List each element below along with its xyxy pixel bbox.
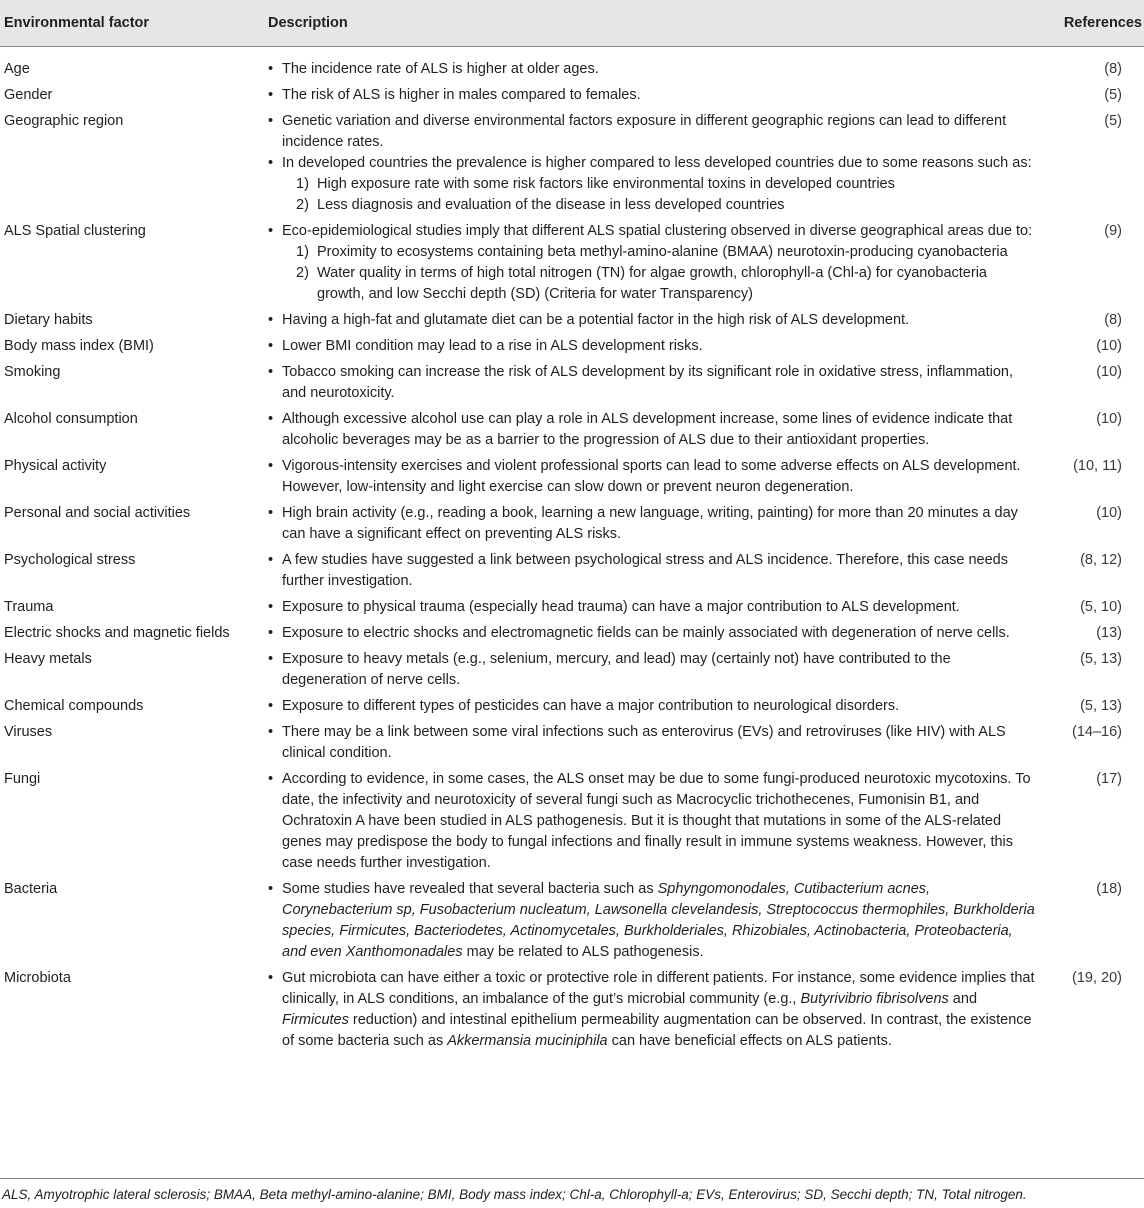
table-row (0, 649, 1144, 696)
description-text: There may be a link between some viral infections such as enterovirus (EVs) and retroviruses (like HIV) with ALS clinical condition. (282, 724, 1006, 761)
references-cell: (5, 10) (1080, 599, 1122, 615)
table-body (0, 47, 1144, 1058)
description-text: The risk of ALS is higher in males compared to females. (282, 87, 641, 103)
description-bullet-list (268, 623, 1035, 644)
description-bullet-list (268, 409, 1035, 451)
table-header (0, 0, 1144, 47)
description-bullet-list (268, 597, 1035, 618)
description-bullet-list (268, 769, 1035, 874)
environmental-factor-cell: Psychological stress (4, 552, 136, 568)
description-bullet (268, 362, 1035, 404)
description-bullet-list (268, 85, 1035, 106)
sub-item-number: 2) (296, 197, 309, 213)
description-bullet-list (268, 696, 1035, 717)
description-bullet (268, 221, 1035, 305)
description-bullet (268, 310, 1035, 331)
italic-organism-name: Butyrivibrio fibrisolvens (800, 991, 949, 1007)
description-bullet (268, 85, 1035, 106)
description-cell (264, 503, 1039, 550)
description-bullet-list (268, 221, 1035, 305)
description-text: According to evidence, in some cases, the ALS onset may be due to some fungi-produced neurotoxic mycotoxins. To date, the infectivity and neurotoxicity of several fungi such as Macrocyclic trichothecenes, Fumonisin B1, and Ochratoxin A have been studied in ALS pathogenesis. But it is thought that mutations in some of the ALS-related genes may predispose the body to fungal infections and finally result in immune systems weakness. However, this case needs further investigation. (282, 771, 1031, 871)
table-row (0, 47, 1144, 86)
header-description: Description (264, 0, 1039, 47)
description-bullet-list (268, 503, 1035, 545)
environmental-factor-cell: Fungi (4, 771, 41, 787)
table-row (0, 550, 1144, 597)
italic-organism-name: Firmicutes (282, 1012, 349, 1028)
environmental-factor-cell: Personal and social activities (4, 505, 191, 521)
references-cell: (5, 13) (1080, 698, 1122, 714)
environmental-factor-cell: Gender (4, 87, 53, 103)
table-row (0, 456, 1144, 503)
table-row (0, 362, 1144, 409)
environmental-factor-cell: Body mass index (BMI) (4, 338, 154, 354)
numbered-sub-item (296, 263, 1035, 305)
description-cell (264, 722, 1039, 769)
description-cell (264, 409, 1039, 456)
environmental-factor-cell: Chemical compounds (4, 698, 144, 714)
sub-item-number: 1) (296, 244, 309, 260)
description-text: and (948, 991, 978, 1007)
references-cell: (10) (1096, 338, 1122, 354)
description-bullet (268, 696, 1035, 717)
description-text: Lower BMI condition may lead to a rise in ALS development risks. (282, 338, 703, 354)
description-cell (264, 111, 1039, 221)
description-bullet (268, 769, 1035, 874)
sub-item-text: High exposure rate with some risk factors like environmental toxins in developed countries (317, 176, 895, 192)
description-bullet-list (268, 456, 1035, 498)
header-references: References (1039, 0, 1144, 47)
description-bullet (268, 597, 1035, 618)
italic-organism-name: Akkermansia muciniphila (447, 1033, 608, 1049)
table-row (0, 722, 1144, 769)
sub-item-number: 1) (296, 176, 309, 192)
footer-divider (0, 1178, 1144, 1179)
sub-item-text: Less diagnosis and evaluation of the disease in less developed countries (317, 197, 785, 213)
environmental-factor-cell: Heavy metals (4, 651, 92, 667)
description-bullet (268, 456, 1035, 498)
description-bullet (268, 409, 1035, 451)
table-row (0, 623, 1144, 649)
table-row (0, 409, 1144, 456)
description-text: Exposure to heavy metals (e.g., selenium, mercury, and lead) may (certainly not) have contributed to the degeneration of nerve cells. (282, 651, 951, 688)
numbered-sub-list (282, 174, 1035, 216)
description-cell (264, 221, 1039, 310)
sub-item-text: Water quality in terms of high total nitrogen (TN) for algae growth, chlorophyll-a (Chl-a) for cyanobacteria growth, and low Secchi depth (SD) (Criteria for water Transparency) (317, 265, 987, 302)
description-text: Exposure to physical trauma (especially head trauma) can have a major contribution to ALS development. (282, 599, 960, 615)
description-bullet (268, 623, 1035, 644)
table-row (0, 336, 1144, 362)
description-bullet (268, 550, 1035, 592)
description-text: Genetic variation and diverse environmental factors exposure in different geographic regions can lead to different incidence rates. (282, 113, 1007, 150)
references-cell: (14–16) (1072, 724, 1122, 740)
description-bullet (268, 336, 1035, 357)
description-bullet-list (268, 649, 1035, 691)
references-cell: (10) (1096, 364, 1122, 380)
environmental-factor-cell: ALS Spatial clustering (4, 223, 146, 239)
table-row (0, 696, 1144, 722)
table-row (0, 769, 1144, 879)
references-cell: (8) (1104, 312, 1122, 328)
description-bullet-list (268, 362, 1035, 404)
references-cell: (13) (1096, 625, 1122, 641)
description-text: can have beneficial effects on ALS patients. (607, 1033, 892, 1049)
description-cell (264, 879, 1039, 968)
numbered-sub-list (282, 242, 1035, 305)
header-row (0, 0, 1144, 47)
description-text: A few studies have suggested a link between psychological stress and ALS incidence. Therefore, this case needs further investigation. (282, 552, 1008, 589)
description-cell (264, 362, 1039, 409)
numbered-sub-item (296, 195, 1035, 216)
description-bullet-list (268, 336, 1035, 357)
sub-item-text: Proximity to ecosystems containing beta methyl-amino-alanine (BMAA) neurotoxin-producing cyanobacteria (317, 244, 1008, 260)
references-cell: (5) (1104, 113, 1122, 129)
references-cell: (18) (1096, 881, 1122, 897)
description-cell (264, 623, 1039, 649)
table-row (0, 597, 1144, 623)
italic-organism-name: Sphyngomonodales, Cutibacterium acnes, Corynebacterium sp, Fusobacterium nucleatum, Lawsonella clevelandesis, Streptococcus thermophiles, Burkholderia species, Firmicutes, Bacteriodetes, Actinomycetales, Burkholderiales, Rhizobiales, Actinobacteria, Proteobacteria, and even Xanthomonadales (282, 881, 1035, 960)
description-cell (264, 597, 1039, 623)
environmental-factor-cell: Electric shocks and magnetic fields (4, 625, 230, 641)
description-cell (264, 47, 1039, 86)
table-row (0, 221, 1144, 310)
description-cell (264, 310, 1039, 336)
description-cell (264, 336, 1039, 362)
references-cell: (10, 11) (1073, 458, 1122, 474)
references-cell: (19, 20) (1072, 970, 1122, 986)
environmental-factor-cell: Bacteria (4, 881, 58, 897)
references-cell: (10) (1096, 505, 1122, 521)
description-text: Gut microbiota can have either a toxic or protective role in different patients. For instance, some evidence implies that clinically, in ALS conditions, an imbalance of the gut’s microbial community (e.g., (282, 970, 1035, 1007)
references-cell: (10) (1096, 411, 1122, 427)
environmental-factor-cell: Alcohol consumption (4, 411, 138, 427)
description-bullet-list (268, 111, 1035, 216)
references-cell: (5) (1104, 87, 1122, 103)
description-cell (264, 649, 1039, 696)
description-text: Some studies have revealed that several bacteria such as (282, 881, 658, 897)
environmental-factor-cell: Physical activity (4, 458, 107, 474)
description-cell (264, 968, 1039, 1057)
description-text: Having a high-fat and glutamate diet can be a potential factor in the high risk of ALS development. (282, 312, 910, 328)
environmental-factor-cell: Trauma (4, 599, 54, 615)
table-row (0, 968, 1144, 1057)
references-cell: (5, 13) (1080, 651, 1122, 667)
description-bullet (268, 649, 1035, 691)
description-bullet-list (268, 550, 1035, 592)
description-bullet (268, 968, 1035, 1052)
environmental-factor-cell: Age (4, 61, 30, 77)
description-bullet-list (268, 879, 1035, 963)
environmental-factor-cell: Dietary habits (4, 312, 93, 328)
references-cell: (9) (1104, 223, 1122, 239)
table-row (0, 310, 1144, 336)
header-environmental-factor: Environmental factor (0, 0, 264, 47)
description-text: Exposure to different types of pesticides can have a major contribution to neurological disorders. (282, 698, 900, 714)
environmental-factor-cell: Smoking (4, 364, 61, 380)
description-text: High brain activity (e.g., reading a book, learning a new language, writing, painting) for more than 20 minutes a day can have a significant effect on preventing ALS risks. (282, 505, 1018, 542)
description-bullet (268, 503, 1035, 545)
description-text: Eco-epidemiological studies imply that different ALS spatial clustering observed in diverse geographical areas due to: (282, 223, 1033, 239)
description-bullet (268, 722, 1035, 764)
description-bullet-list (268, 310, 1035, 331)
numbered-sub-item (296, 242, 1035, 263)
table-row (0, 111, 1144, 221)
description-cell (264, 85, 1039, 111)
table-footnote: ALS, Amyotrophic lateral sclerosis; BMAA, Beta methyl-amino-alanine; BMI, Body mass index; Chl-a, Chlorophyll-a; EVs, Enterovirus; SD, Secchi depth; TN, Total nitrogen. (2, 1187, 1027, 1202)
description-bullet (268, 111, 1035, 153)
table-row (0, 879, 1144, 968)
references-cell: (8) (1104, 61, 1122, 77)
environmental-factor-cell: Microbiota (4, 970, 71, 986)
description-cell (264, 696, 1039, 722)
description-bullet (268, 59, 1035, 80)
numbered-sub-item (296, 174, 1035, 195)
description-text: Although excessive alcohol use can play a role in ALS development increase, some lines of evidence indicate that alcoholic beverages may be as a barrier to the progression of ALS due to their antioxidant properties. (282, 411, 1013, 448)
references-cell: (8, 12) (1080, 552, 1122, 568)
description-text: In developed countries the prevalence is higher compared to less developed countries due to some reasons such as: (282, 155, 1032, 171)
description-text: may be related to ALS pathogenesis. (462, 944, 704, 960)
table-row (0, 503, 1144, 550)
description-text: Vigorous-intensity exercises and violent professional sports can lead to some adverse effects on ALS development. However, low-intensity and light exercise can slow down or prevent neuron degeneration. (282, 458, 1021, 495)
description-cell (264, 769, 1039, 879)
references-cell: (17) (1096, 771, 1122, 787)
description-text: reduction) and intestinal epithelium permeability augmentation can be observed. In contrast, the existence of some bacteria such as (282, 1012, 1032, 1049)
description-text: The incidence rate of ALS is higher at older ages. (282, 61, 599, 77)
environmental-factor-cell: Geographic region (4, 113, 124, 129)
environmental-factor-cell: Viruses (4, 724, 53, 740)
description-bullet-list (268, 59, 1035, 80)
description-bullet (268, 879, 1035, 963)
table-row (0, 85, 1144, 111)
description-text: Exposure to electric shocks and electromagnetic fields can be mainly associated with degeneration of nerve cells. (282, 625, 1010, 641)
description-cell (264, 456, 1039, 503)
sub-item-number: 2) (296, 265, 309, 281)
description-text: Tobacco smoking can increase the risk of ALS development by its significant role in oxidative stress, inflammation, and neurotoxicity. (282, 364, 1013, 401)
description-cell (264, 550, 1039, 597)
description-bullet (268, 153, 1035, 216)
description-bullet-list (268, 968, 1035, 1052)
description-bullet-list (268, 722, 1035, 764)
